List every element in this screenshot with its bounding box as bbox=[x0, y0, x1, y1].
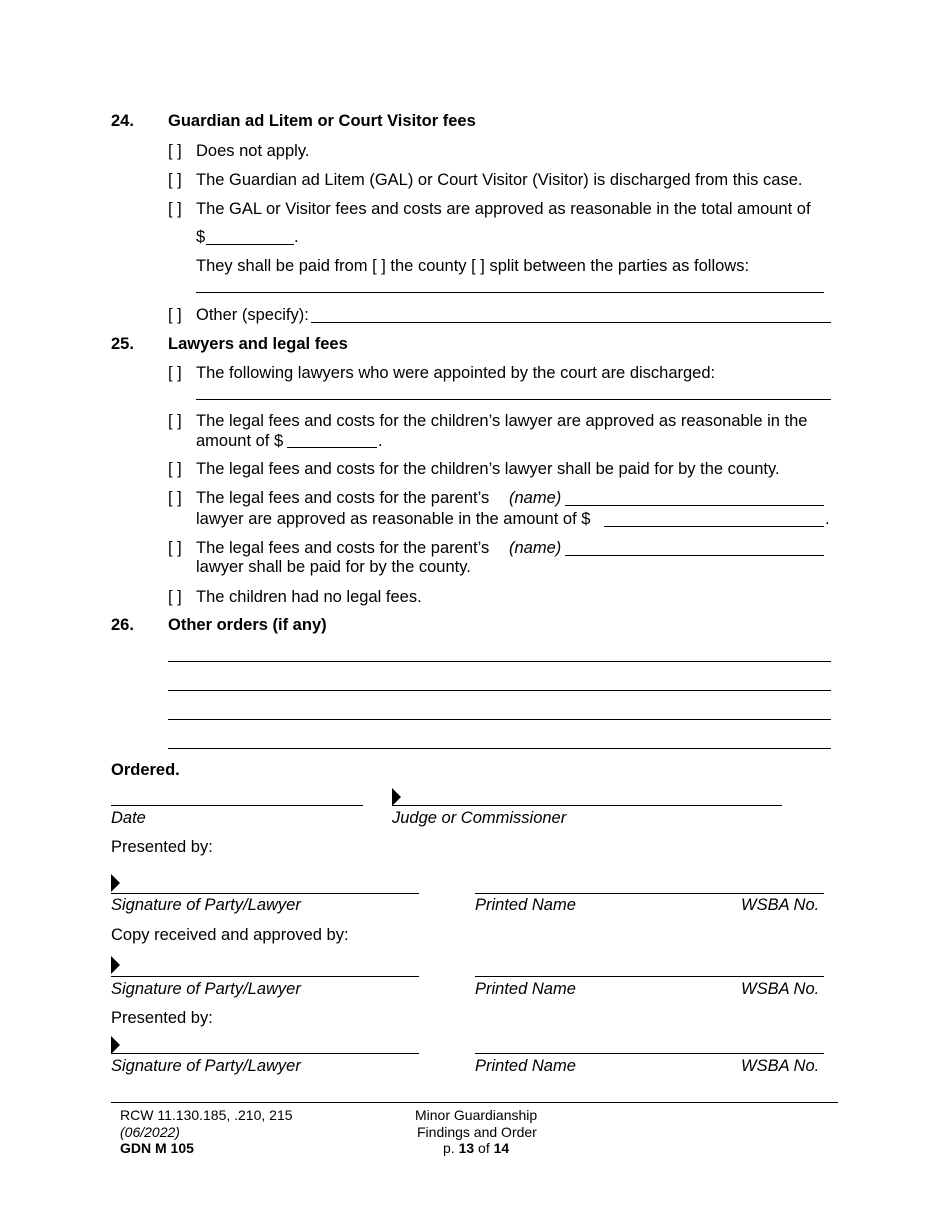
dollar-sign: $ bbox=[196, 228, 206, 246]
printed-name-field-2[interactable] bbox=[475, 976, 824, 977]
checkbox-gal-fees-approved[interactable]: [ ] bbox=[168, 200, 182, 218]
sign-here-arrow-icon bbox=[392, 788, 401, 806]
option-no-legal-fees: The children had no legal fees. bbox=[196, 588, 422, 606]
name-label: (name) bbox=[509, 489, 562, 507]
option-lawyers-discharged: The following lawyers who were appointed by the court are discharged: bbox=[196, 364, 716, 382]
period: . bbox=[825, 510, 830, 528]
wsba-label-1: WSBA No. bbox=[741, 896, 820, 914]
option-does-not-apply: Does not apply. bbox=[196, 142, 310, 160]
option-gal-fees-approved: The GAL or Visitor fees and costs are approved as reasonable in the total amount of bbox=[196, 200, 811, 218]
date-field[interactable] bbox=[111, 805, 363, 806]
split-parties-field[interactable] bbox=[196, 292, 824, 293]
option-children-lawyer-approved: The legal fees and costs for the children’s lawyer are approved as reasonable in the bbox=[196, 412, 808, 430]
option-parent-lawyer-approved: The legal fees and costs for the parent’s bbox=[196, 489, 490, 507]
gal-amount-field[interactable] bbox=[206, 244, 294, 245]
section-24-number: 24. bbox=[111, 112, 134, 130]
footer-divider bbox=[111, 1102, 838, 1103]
judge-label: Judge or Commissioner bbox=[392, 809, 567, 827]
printed-name-label-1: Printed Name bbox=[475, 896, 576, 914]
other-specify-field[interactable] bbox=[311, 322, 831, 323]
page-of: of bbox=[478, 1140, 490, 1156]
presented-by-heading-2: Presented by: bbox=[111, 1009, 213, 1027]
checkbox-other-specify[interactable]: [ ] bbox=[168, 306, 182, 324]
date-label: Date bbox=[111, 809, 146, 827]
signature-field-3[interactable] bbox=[111, 1053, 419, 1054]
option-parent-lawyer-county: The legal fees and costs for the parent’s bbox=[196, 539, 490, 557]
paid-from-text: They shall be paid from [ ] the county [ ] split between the parties as follows: bbox=[196, 257, 750, 275]
checkbox-children-lawyer-approved[interactable]: [ ] bbox=[168, 412, 182, 430]
checkbox-parent-lawyer-approved[interactable]: [ ] bbox=[168, 489, 182, 507]
footer-rcw: RCW 11.130.185, .210, 215 bbox=[120, 1107, 293, 1123]
footer-title-1: Minor Guardianship bbox=[415, 1107, 538, 1123]
other-orders-line-2[interactable] bbox=[168, 690, 831, 691]
signature-label-1: Signature of Party/Lawyer bbox=[111, 896, 301, 914]
current-page: 13 bbox=[458, 1140, 475, 1156]
signature-label-2: Signature of Party/Lawyer bbox=[111, 980, 301, 998]
parent-name-field-2[interactable] bbox=[565, 555, 824, 556]
other-specify-label: Other (specify): bbox=[196, 306, 309, 324]
signature-field-2[interactable] bbox=[111, 976, 419, 977]
sign-here-arrow-icon bbox=[111, 874, 120, 892]
section-25-number: 25. bbox=[111, 335, 134, 353]
period: . bbox=[294, 228, 299, 246]
other-orders-line-3[interactable] bbox=[168, 719, 831, 720]
checkbox-children-lawyer-county[interactable]: [ ] bbox=[168, 460, 182, 478]
signature-label-3: Signature of Party/Lawyer bbox=[111, 1057, 301, 1075]
checkbox-gal-discharged[interactable]: [ ] bbox=[168, 171, 182, 189]
section-26-title: Other orders (if any) bbox=[168, 616, 327, 634]
printed-name-label-2: Printed Name bbox=[475, 980, 576, 998]
footer-date: (06/2022) bbox=[120, 1124, 180, 1140]
copy-received-heading: Copy received and approved by: bbox=[111, 926, 349, 944]
total-pages: 14 bbox=[493, 1140, 510, 1156]
lawyers-discharged-field[interactable] bbox=[196, 399, 831, 400]
checkbox-lawyers-discharged[interactable]: [ ] bbox=[168, 364, 182, 382]
page-prefix: p. bbox=[443, 1140, 455, 1156]
parent-lawyer-amount-field[interactable] bbox=[604, 526, 824, 527]
section-25-title: Lawyers and legal fees bbox=[168, 335, 348, 353]
parent-name-field-1[interactable] bbox=[565, 505, 824, 506]
option-parent-lawyer-amount: lawyer are approved as reasonable in the amount of $ bbox=[196, 510, 591, 528]
presented-by-heading: Presented by: bbox=[111, 838, 213, 856]
other-orders-line-4[interactable] bbox=[168, 748, 831, 749]
printed-name-field-3[interactable] bbox=[475, 1053, 824, 1054]
checkbox-no-legal-fees[interactable]: [ ] bbox=[168, 588, 182, 606]
sign-here-arrow-icon bbox=[111, 1036, 120, 1054]
period: . bbox=[378, 432, 383, 450]
printed-name-field-1[interactable] bbox=[475, 893, 824, 894]
option-children-lawyer-county: The legal fees and costs for the children’s lawyer shall be paid for by the county. bbox=[196, 460, 780, 478]
children-lawyer-amount-field[interactable] bbox=[287, 447, 377, 448]
footer-title-2: Findings and Order bbox=[417, 1124, 537, 1140]
option-gal-discharged: The Guardian ad Litem (GAL) or Court Visitor (Visitor) is discharged from this case. bbox=[196, 171, 803, 189]
other-orders-line-1[interactable] bbox=[168, 661, 831, 662]
option-parent-lawyer-county-b: lawyer shall be paid for by the county. bbox=[196, 558, 471, 576]
judge-signature-field[interactable] bbox=[392, 805, 782, 806]
checkbox-does-not-apply[interactable]: [ ] bbox=[168, 142, 182, 160]
wsba-label-3: WSBA No. bbox=[741, 1057, 820, 1075]
sign-here-arrow-icon bbox=[111, 956, 120, 974]
ordered-label: Ordered. bbox=[111, 761, 180, 779]
signature-field-1[interactable] bbox=[111, 893, 419, 894]
footer-page-number bbox=[443, 1140, 509, 1156]
printed-name-label-3: Printed Name bbox=[475, 1057, 576, 1075]
name-label: (name) bbox=[509, 539, 562, 557]
wsba-label-2: WSBA No. bbox=[741, 980, 820, 998]
footer-form-number: GDN M 105 bbox=[120, 1140, 194, 1156]
amount-of-label: amount of $ bbox=[196, 432, 284, 450]
section-26-number: 26. bbox=[111, 616, 134, 634]
checkbox-parent-lawyer-county[interactable]: [ ] bbox=[168, 539, 182, 557]
section-24-title: Guardian ad Litem or Court Visitor fees bbox=[168, 112, 476, 130]
